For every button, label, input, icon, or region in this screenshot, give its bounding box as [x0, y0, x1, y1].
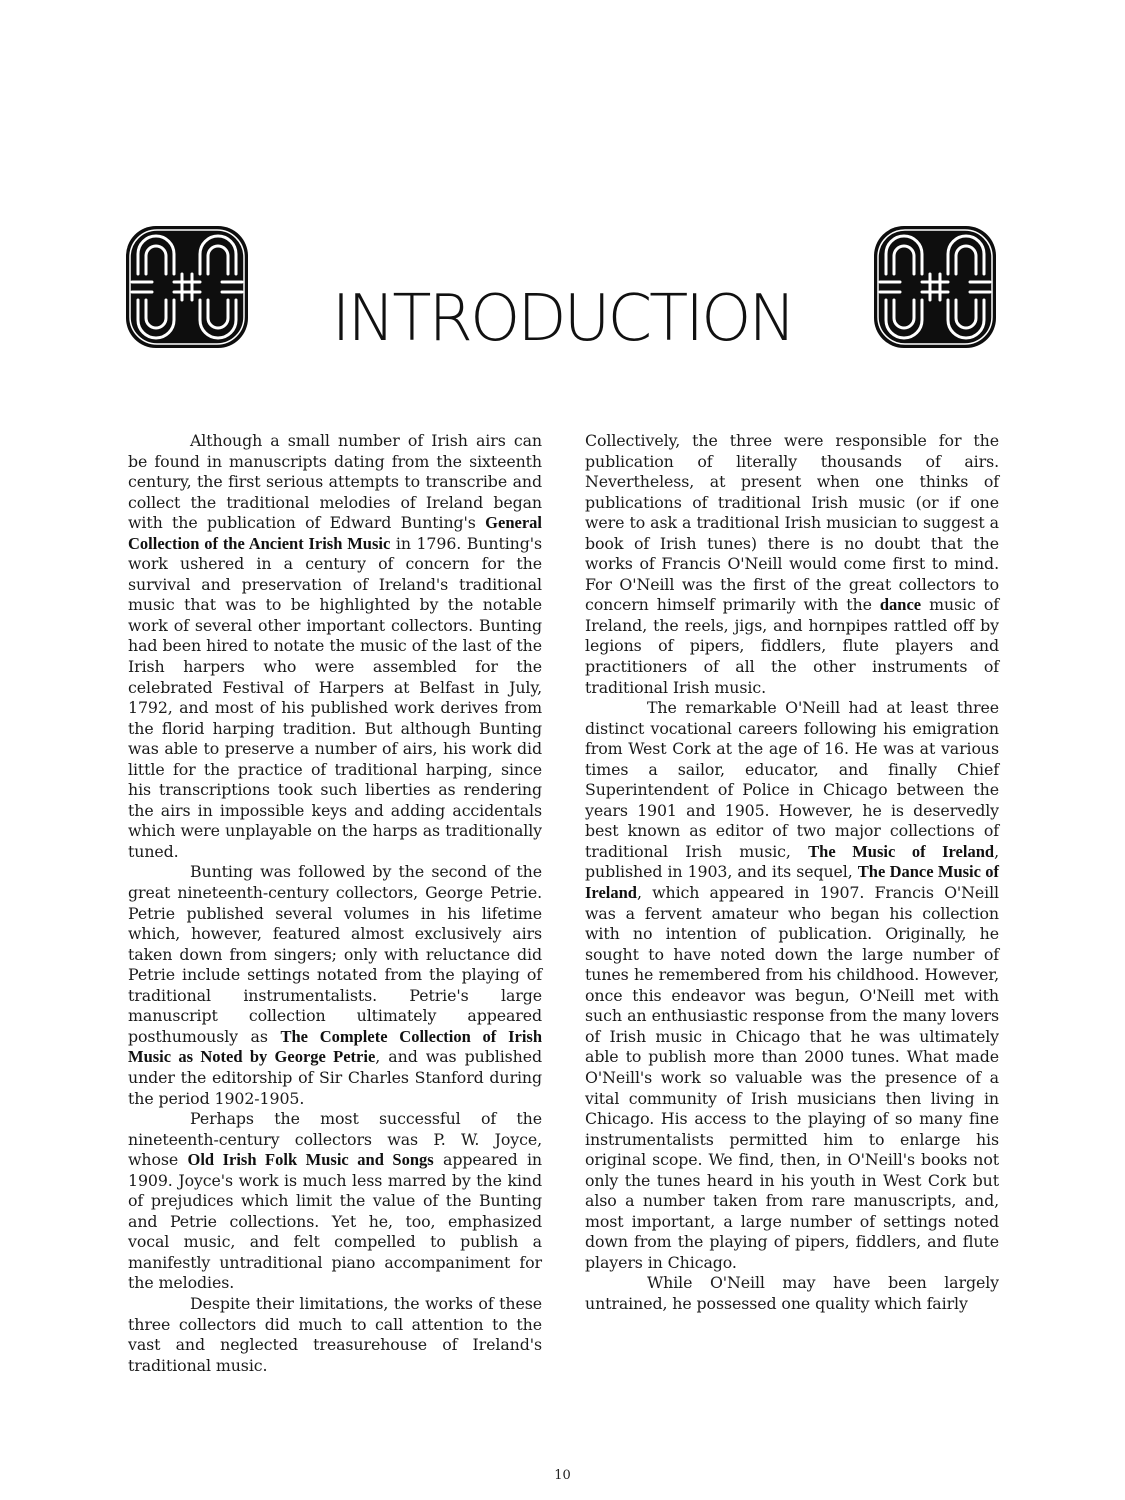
paragraph: Bunting was followed by the second of the great nineteenth-century collectors, George Petrie. Petrie published several volumes in his lifetime which, however, featured almost exclusively airs taken down from singers; only with reluctance did Petrie include settings notated from the playing of traditional instrumentalists. Petrie's large manuscript collection ultimately appeared posthumously as The Complete Collection of Irish Music as Noted by George Petrie, and was published under the editorship of Sir Charles Stanford during the period 1902-1905. [128, 862, 542, 1108]
celtic-knot-icon [122, 222, 252, 352]
book-title: General Collection of the Ancient Irish Music [128, 513, 542, 553]
celtic-knot-icon [870, 222, 1000, 352]
emphasis: dance [879, 595, 922, 615]
paragraph: Despite their limitations, the works of these three collectors did much to call attention to the vast and neglected treasurehouse of Ireland's traditional music. [128, 1293, 542, 1375]
paragraph: While O'Neill may have been largely untrained, he possessed one quality which fairly [585, 1273, 999, 1313]
paragraph: Although a small number of Irish airs can be found in manuscripts dating from the sixteenth century, the first serious attempts to transcribe and collect the traditional melodies of Ireland began with the publication of Edward Bunting's General Collection of the Ancient Irish Music in 1796. Bunting's work ushered in a century of concern for the survival and preservation of Ireland's traditional music that was to be highlighted by the notable work of several other important collectors. Bunting had been hired to notate the music of the last of the Irish harpers who were assembled for the celebrated Festival of Harpers at Belfast in July, 1792, and most of his published work derives from the florid harping tradition. But although Bunting was able to preserve a number of airs, his work did little for the practice of traditional harping, since his transcriptions took such liberties as rendering the airs in impossible keys and adding accidentals which were unplayable on the harps as traditionally tuned. [128, 431, 542, 861]
right-column [585, 431, 999, 1315]
book-title: The Music of Ireland [808, 841, 995, 861]
book-title: The Dance Music of Ireland [585, 862, 999, 903]
left-column [128, 431, 542, 1376]
page-number: 10 [554, 1468, 571, 1483]
paragraph: Collectively, the three were responsible for the publication of literally thousands of airs. Nevertheless, at present when one thinks of publications of traditional Irish music (or if one were to ask a traditional Irish musician to suggest a book of Irish tunes) there is no doubt that the works of Francis O'Neill would come first to mind. For O'Neill was the first of the great collectors to concern himself primarily with the dance music of Ireland, the reels, jigs, and hornpipes rattled off by legions of pipers, fiddlers, flute players and practitioners of all the other instruments of traditional Irish music. [585, 431, 999, 697]
book-title: Old Irish Folk Music and Songs [187, 1150, 434, 1170]
paragraph: The remarkable O'Neill had at least three distinct vocational careers following his emigration from West Cork at the age of 16. He was at various times a sailor, educator, and finally Chief Superintendent of Police in Chicago between the years 1901 and 1905. However, he is deservedly best known as editor of two major collections of traditional Irish music, The Music of Ireland, published in 1903, and its sequel, The Dance Music of Ireland, which appeared in 1907. Francis O'Neill was a fervent amateur who began his collection with no intention of publication. Originally, he sought to have noted down the large number of tunes he remembered from his childhood. However, once this endeavor was begun, O'Neill met with such an enthusiastic response from the many lovers of Irish music in Chicago that he was ultimately able to publish more than 2000 tunes. What made O'Neill's work so valuable was the presence of a vital community of Irish musicians then living in Chicago. His access to the playing of so many fine instrumentalists permitted him to enlarge his original scope. We find, then, in O'Neill's books not only the tunes heard in his youth in West Cork but also a number taken from rare manuscripts, and, most important, a large number of settings noted down from the playing of pipers, fiddlers, and flute players in Chicago. [585, 698, 999, 1272]
paragraph: Perhaps the most successful of the nineteenth-century collectors was P. W. Joyce, whose Old Irish Folk Music and Songs appeared in 1909. Joyce's work is much less marred by the kind of prejudices which limit the value of the Bunting and Petrie collections. Yet he, too, emphasized vocal music, and felt compelled to publish a manifestly untraditional piano accompaniment for the melodies. [128, 1109, 542, 1293]
book-title: The Complete Collection of Irish Music as Noted by George Petrie [128, 1026, 542, 1067]
page-title: INTRODUCTION [331, 281, 794, 356]
